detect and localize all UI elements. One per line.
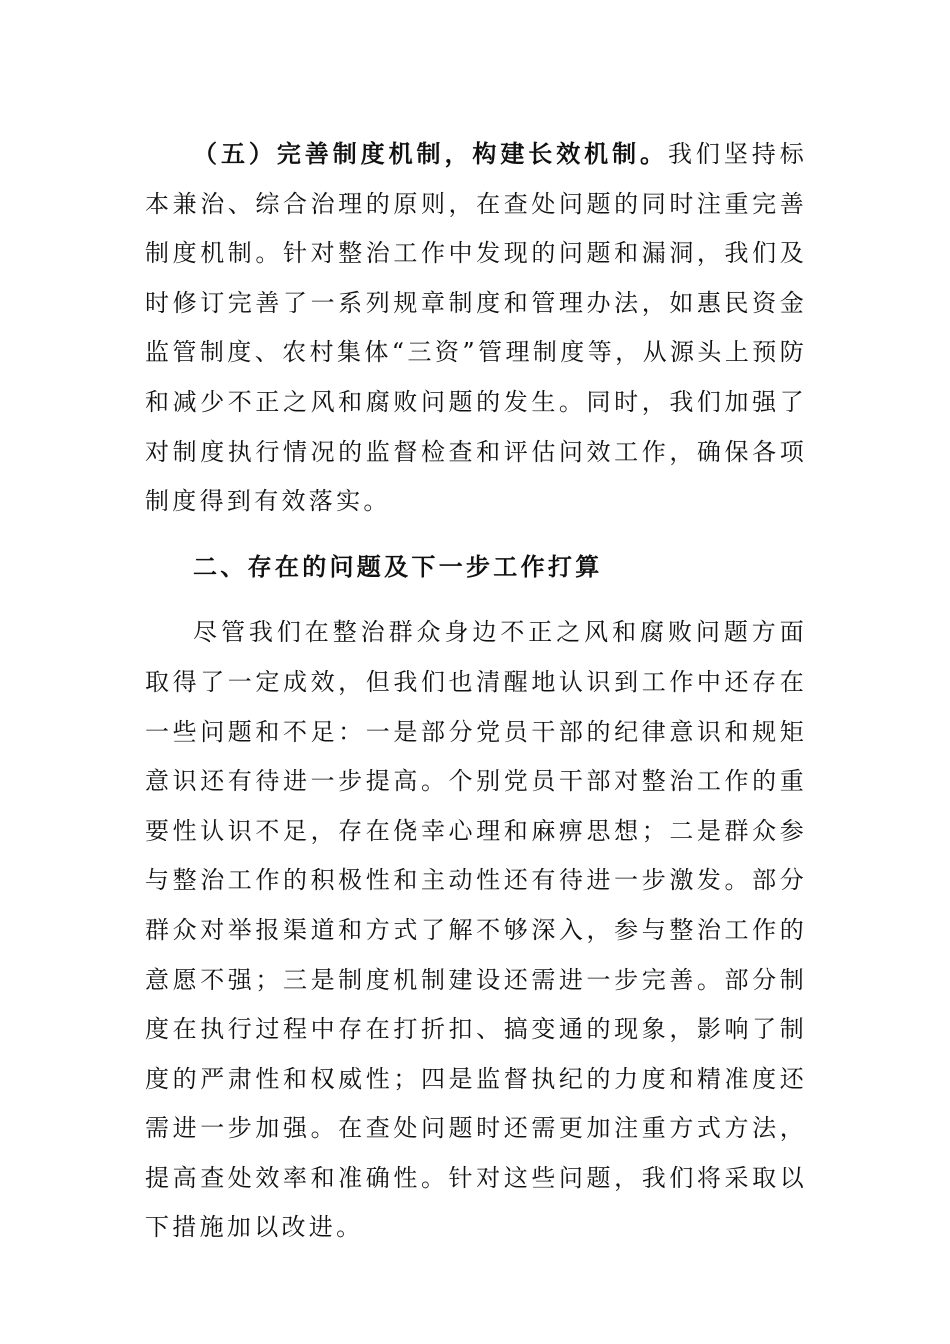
section-5-body: 我们坚持标本兼治、综合治理的原则，在查处问题的同时注重完善制度机制。针对整治工作中发现的问题和漏洞，我们及时修订完善了一系列规章制度和管理办法，如惠民资金监管制度、农村集体“三资”管理制度等，从源头上预防和减少不正之风和腐败问题的发生。同时，我们加强了对制度执行情况的监督检查和评估问效工作，确保各项制度得到有效落实。	[145, 140, 808, 516]
problems-paragraph: 尽管我们在整治群众身边不正之风和腐败问题方面取得了一定成效，但我们也清醒地认识到工作中还存在一些问题和不足：一是部分党员干部的纪律意识和规矩意识还有待进一步提高。个别党员干部对整治工作的重要性认识不足，存在侥幸心理和麻痹思想；二是群众参与整治工作的积极性和主动性还有待进一步激发。部分群众对举报渠道和方式了解不够深入，参与整治工作的意愿不强；三是制度机制建设还需进一步完善。部分制度在执行过程中存在打折扣、搞变通的现象，影响了制度的严肃性和权威性；四是监督执纪的力度和精准度还需进一步加强。在查处问题时还需更加注重方式方法，提高查处效率和准确性。针对这些问题，我们将采取以下措施加以改进。	[145, 618, 807, 1242]
section-5-lead: （五）完善制度机制，构建长效机制。	[193, 140, 668, 168]
section-2-heading: 二、存在的问题及下一步工作打算	[193, 552, 603, 581]
section-5-paragraph	[145, 130, 807, 527]
document-body	[145, 130, 807, 1253]
